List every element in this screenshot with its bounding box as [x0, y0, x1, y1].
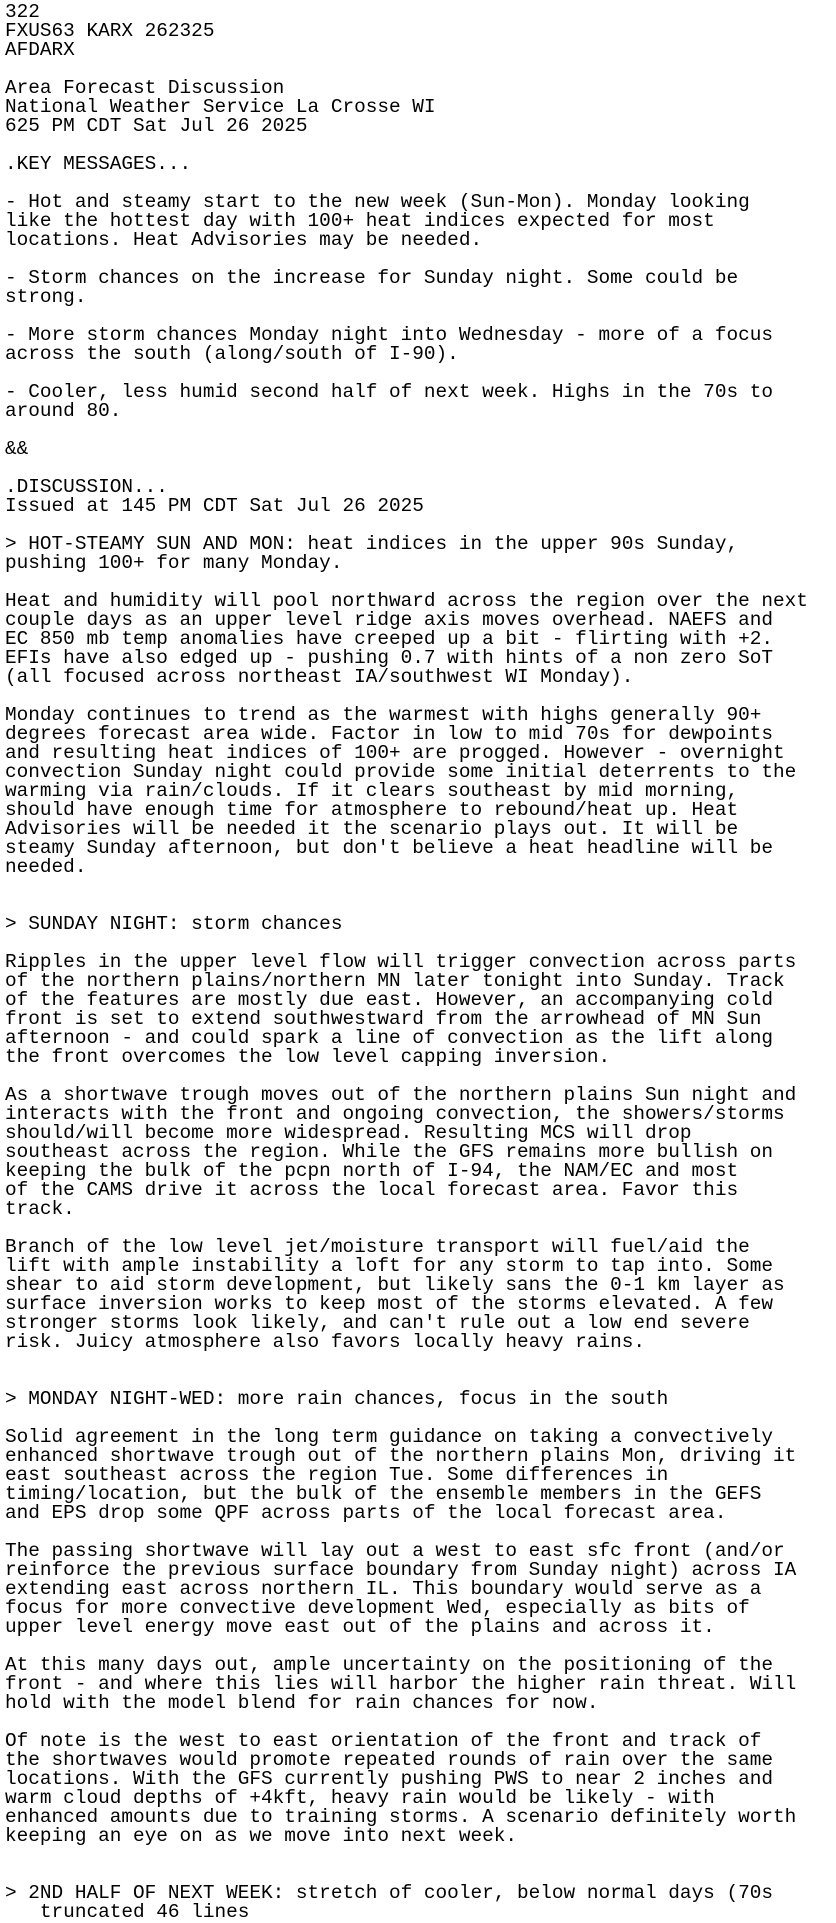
text-line: interacts with the front and ongoing convection, the showers/storms — [5, 1103, 785, 1125]
text-line: - Storm chances on the increase for Sunday night. Some could be — [5, 267, 739, 289]
text-line: As a shortwave trough moves out of the northern plains Sun night and — [5, 1084, 797, 1106]
text-line — [5, 877, 836, 896]
text-line: steamy Sunday afternoon, but don't believe a heat headline will be — [5, 837, 773, 859]
text-line: locations. With the GFS currently pushing PWS to near 2 inches and — [5, 1768, 773, 1790]
text-line: of the features are mostly due east. However, an accompanying cold — [5, 989, 773, 1011]
text-line: Advisories will be needed it the scenario plays out. It will be — [5, 818, 739, 840]
text-line: enhanced shortwave trough out of the northern plains Mon, driving it — [5, 1445, 797, 1467]
text-line: and resulting heat indices of 100+ are progged. However - overnight — [5, 742, 785, 764]
text-line: stronger storms look likely, and can't rule out a low end severe — [5, 1312, 750, 1334]
text-line: needed. — [5, 856, 87, 878]
text-line: - More storm chances Monday night into Wednesday - more of a focus — [5, 324, 773, 346]
text-line: - Cooler, less humid second half of next week. Highs in the 70s to — [5, 381, 773, 403]
text-line: 625 PM CDT Sat Jul 26 2025 — [5, 115, 308, 137]
text-line: > MONDAY NIGHT-WED: more rain chances, focus in the south — [5, 1388, 669, 1410]
text-line: warm cloud depths of +4kft, heavy rain would be likely - with — [5, 1787, 715, 1809]
text-line: locations. Heat Advisories may be needed. — [5, 229, 483, 251]
text-line: warming via rain/clouds. If it clears southeast by mid morning, — [5, 780, 739, 802]
text-line: should/will become more widespread. Resulting MCS will drop — [5, 1122, 692, 1144]
text-line: At this many days out, ample uncertainty on the positioning of the — [5, 1654, 773, 1676]
text-line: 322 — [5, 1, 40, 23]
text-line: afternoon - and could spark a line of convection as the lift along — [5, 1027, 773, 1049]
text-line: front - and where this lies will harbor the higher rain threat. Will — [5, 1673, 797, 1695]
text-line: front is set to extend southwestward from the arrowhead of MN Sun — [5, 1008, 762, 1030]
text-line: risk. Juicy atmosphere also favors locally heavy rains. — [5, 1331, 645, 1353]
text-line: Heat and humidity will pool northward across the region over the next — [5, 590, 808, 612]
text-line: focus for more convective development Wed, especially as bits of — [5, 1597, 750, 1619]
text-line: National Weather Service La Crosse WI — [5, 96, 436, 118]
text-line: across the south (along/south of I-90). — [5, 343, 459, 365]
text-line: extending east across northern IL. This boundary would serve as a — [5, 1578, 762, 1600]
text-line: > HOT-STEAMY SUN AND MON: heat indices in the upper 90s Sunday, — [5, 533, 739, 555]
text-line: keeping an eye on as we move into next week. — [5, 1825, 517, 1847]
text-line: should have enough time for atmosphere to rebound/heat up. Heat — [5, 799, 739, 821]
text-line: > 2ND HALF OF NEXT WEEK: stretch of cooler, below normal days (70s — [5, 1882, 773, 1904]
text-line: enhanced amounts due to training storms. A scenario definitely worth — [5, 1806, 797, 1828]
text-line: reinforce the previous surface boundary from Sunday night) across IA — [5, 1559, 797, 1581]
text-line: timing/location, but the bulk of the ensemble members in the GEFS — [5, 1483, 762, 1505]
text-line: AFDARX — [5, 39, 75, 61]
text-line: EC 850 mb temp anomalies have creeped up a bit - flirting with +2. — [5, 628, 773, 650]
text-line: degrees forecast area wide. Factor in low to mid 70s for dewpoints — [5, 723, 773, 745]
text-line: EFIs have also edged up - pushing 0.7 with hints of a non zero SoT — [5, 647, 773, 669]
text-line: .KEY MESSAGES... — [5, 153, 192, 175]
text-line: FXUS63 KARX 262325 — [5, 20, 215, 42]
text-line: > SUNDAY NIGHT: storm chances — [5, 913, 343, 935]
text-line: upper level energy move east out of the plains and across it. — [5, 1616, 715, 1638]
text-line: southeast across the region. While the GFS remains more bullish on — [5, 1141, 773, 1163]
text-line: Solid agreement in the long term guidance on taking a convectively — [5, 1426, 773, 1448]
text-line: convection Sunday night could provide some initial deterrents to the — [5, 761, 797, 783]
text-line: (all focused across northeast IA/southwest WI Monday). — [5, 666, 634, 688]
text-line: Area Forecast Discussion — [5, 77, 285, 99]
text-line: strong. — [5, 286, 87, 308]
forecast-discussion-text — [5, 3, 836, 1922]
text-line: .DISCUSSION... — [5, 476, 168, 498]
text-line: The passing shortwave will lay out a west to east sfc front (and/or — [5, 1540, 785, 1562]
text-line: of the northern plains/northern MN later tonight into Sunday. Track — [5, 970, 785, 992]
text-line: around 80. — [5, 400, 122, 422]
text-line: like the hottest day with 100+ heat indices expected for most — [5, 210, 715, 232]
text-line: keeping the bulk of the pcpn north of I-94, the NAM/EC and most — [5, 1160, 739, 1182]
text-line: && — [5, 438, 29, 460]
text-line: east southeast across the region Tue. Some differences in — [5, 1464, 669, 1486]
text-line: of the CAMS drive it across the local forecast area. Favor this — [5, 1179, 739, 1201]
text-line: Branch of the low level jet/moisture transport will fuel/aid the — [5, 1236, 750, 1258]
text-line: Ripples in the upper level flow will trigger convection across parts — [5, 951, 797, 973]
text-line: couple days as an upper level ridge axis moves overhead. NAEFS and — [5, 609, 773, 631]
text-line: surface inversion works to keep most of the storms elevated. A few — [5, 1293, 773, 1315]
text-line — [5, 1352, 836, 1371]
text-line: Monday continues to trend as the warmest with highs generally 90+ — [5, 704, 762, 726]
text-line: - Hot and steamy start to the new week (Sun-Mon). Monday looking — [5, 191, 750, 213]
text-line: lift with ample instability a loft for any storm to tap into. Some — [5, 1255, 773, 1277]
text-line: Issued at 145 PM CDT Sat Jul 26 2025 — [5, 495, 424, 517]
text-line — [5, 421, 836, 440]
text-line: the shortwaves would promote repeated rounds of rain over the same — [5, 1749, 773, 1771]
text-line: truncated 46 lines — [5, 1901, 250, 1923]
text-line: hold with the model blend for rain chances for now. — [5, 1692, 599, 1714]
text-line — [5, 1846, 836, 1865]
text-line: the front overcomes the low level capping inversion. — [5, 1046, 611, 1068]
text-line: shear to aid storm development, but likely sans the 0-1 km layer as — [5, 1274, 785, 1296]
text-line: Of note is the west to east orientation of the front and track of — [5, 1730, 762, 1752]
text-line: and EPS drop some QPF across parts of the local forecast area. — [5, 1502, 727, 1524]
text-line: pushing 100+ for many Monday. — [5, 552, 343, 574]
text-line: track. — [5, 1198, 75, 1220]
